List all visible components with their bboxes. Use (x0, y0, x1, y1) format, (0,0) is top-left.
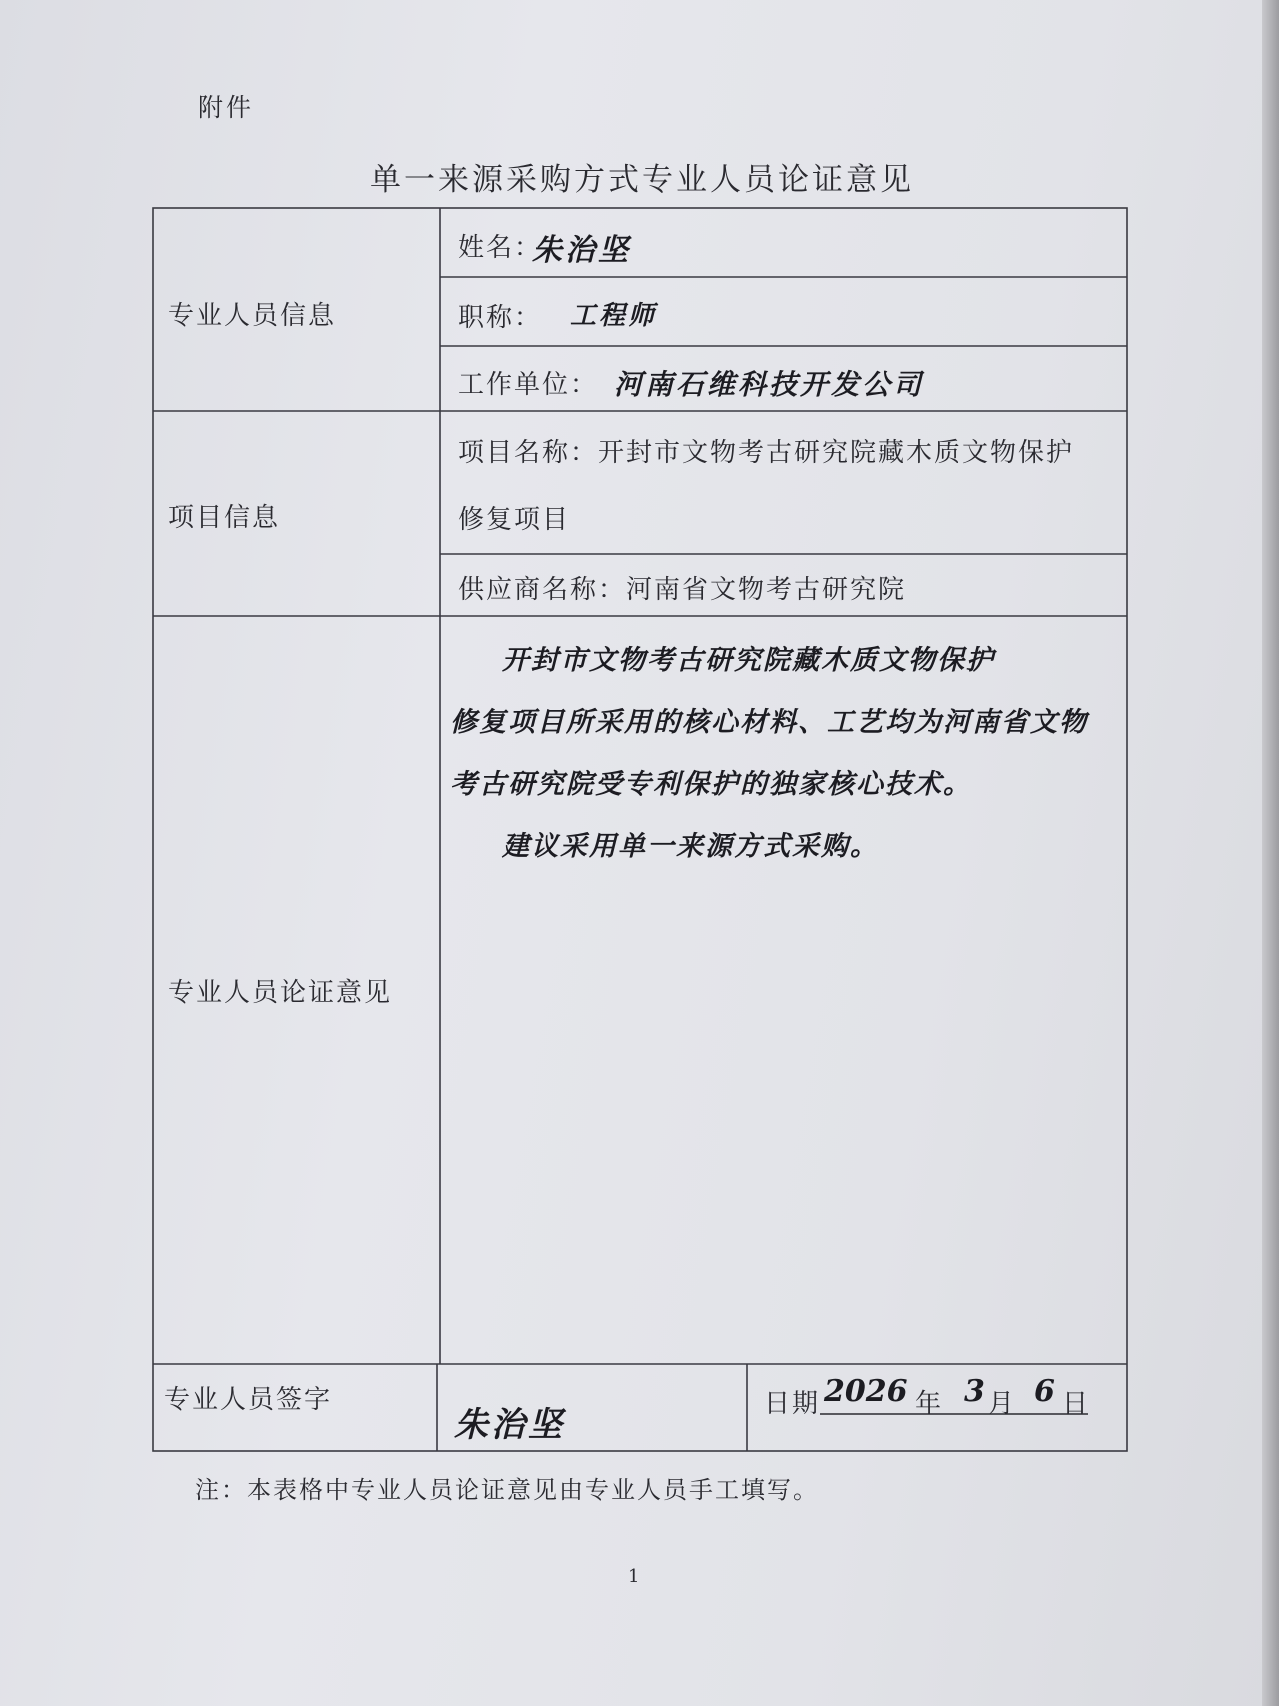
section-label-project-info: 项目信息 (168, 503, 281, 533)
project-name-line1: 项目名称：开封市文物考古研究院藏木质文物保护 (458, 438, 1075, 468)
employer-label: 工作单位： (458, 370, 599, 400)
section-label-opinion: 专业人员论证意见 (168, 978, 393, 1008)
opinion-line-3: 考古研究院受专利保护的独家核心技术。 (450, 769, 972, 800)
date-day-handwritten: 6 (1034, 1374, 1055, 1409)
date-month-handwritten: 3 (964, 1374, 985, 1409)
section-label-professional-info: 专业人员信息 (168, 301, 337, 331)
signature-handwritten: 朱治坚 (454, 1405, 565, 1445)
argumentation-form (152, 207, 1129, 1454)
signature-label: 专业人员签字 (164, 1385, 333, 1415)
title-value-handwritten: 工程师 (570, 301, 658, 331)
date-year-handwritten: 2026 (824, 1374, 908, 1409)
title-label: 职称： (458, 303, 543, 333)
date-label: 日期 (764, 1389, 821, 1419)
supplier-name: 供应商名称：河南省文物考古研究院 (458, 575, 907, 605)
date-underline (820, 1411, 1090, 1417)
employer-value-handwritten: 河南石维科技开发公司 (614, 368, 925, 401)
attachment-label: 附件 (198, 93, 255, 122)
date-month-unit: 月 (988, 1389, 1017, 1419)
date-day-unit: 日 (1062, 1389, 1091, 1419)
form-title: 单一来源采购方式专业人员论证意见 (370, 162, 914, 198)
project-name-line2: 修复项目 (458, 505, 571, 535)
opinion-handwritten (450, 630, 1125, 878)
page-edge-shadow (1262, 0, 1279, 1706)
name-label: 姓名： (458, 233, 543, 263)
name-value-handwritten: 朱治坚 (532, 233, 631, 268)
opinion-line-4: 建议采用单一来源方式采购。 (502, 831, 879, 862)
page-number: 1 (628, 1566, 640, 1587)
opinion-line-2: 修复项目所采用的核心材料、工艺均为河南省文物 (450, 707, 1088, 738)
date-year-unit: 年 (915, 1389, 944, 1419)
opinion-line-1: 开封市文物考古研究院藏木质文物保护 (502, 645, 995, 676)
form-footnote: 注：本表格中专业人员论证意见由专业人员手工填写。 (195, 1476, 819, 1504)
